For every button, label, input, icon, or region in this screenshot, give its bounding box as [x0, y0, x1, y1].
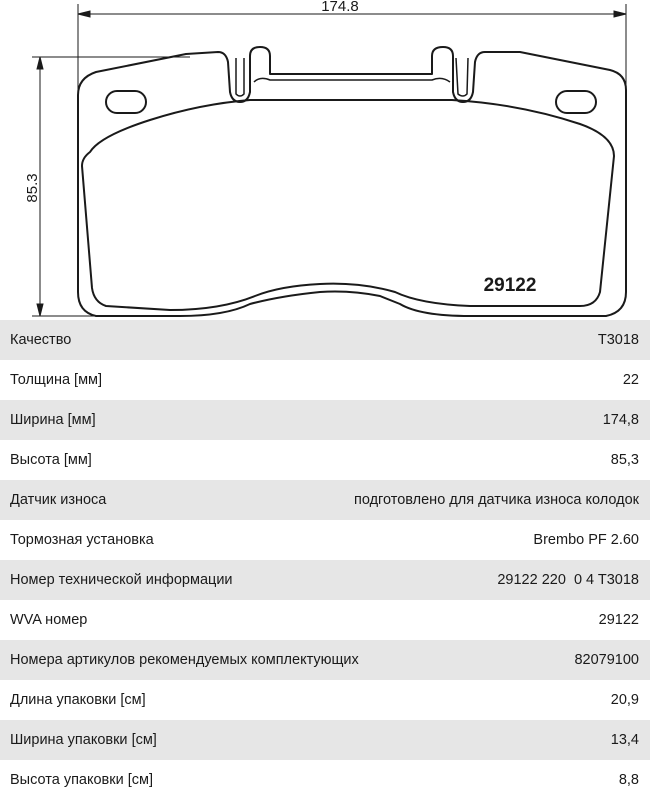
- spec-row-package-height: [0, 760, 650, 800]
- spec-value: 29122: [598, 612, 639, 628]
- height-dimension-label: 85.3: [24, 173, 41, 203]
- width-dimension-label: 174.8: [321, 0, 359, 15]
- spec-value: 85,3: [610, 452, 639, 468]
- spec-label: Ширина [мм]: [10, 412, 96, 428]
- spec-label: Тормозная установка: [10, 532, 154, 548]
- spec-row-wear-sensor: [0, 480, 650, 520]
- spec-label: Качество: [10, 332, 72, 348]
- spec-row-tech-info-number: [0, 560, 650, 600]
- spec-label: Датчик износа: [10, 492, 107, 508]
- spec-value: 8,8: [618, 772, 639, 788]
- height-dimension: [32, 57, 190, 316]
- spec-row-width: [0, 400, 650, 440]
- brake-pad-drawing: [0, 0, 650, 320]
- spec-value: Brembo PF 2.60: [533, 532, 639, 548]
- spec-row-wva-number: [0, 600, 650, 640]
- spec-row-package-width: [0, 720, 650, 760]
- spec-value: подготовлено для датчика износа колодок: [353, 492, 639, 508]
- spec-table: [0, 320, 650, 800]
- spec-row-height: [0, 440, 650, 480]
- spec-row-quality: [0, 320, 650, 360]
- spec-value: 13,4: [610, 732, 639, 748]
- part-number-label: 29122: [483, 275, 537, 296]
- spec-row-brake-system: [0, 520, 650, 560]
- mounting-hole-right: [556, 91, 596, 113]
- spec-value: 20,9: [610, 692, 639, 708]
- backing-plate-outline: [78, 47, 626, 316]
- spec-label: Номер технической информации: [10, 572, 233, 588]
- spec-label: Длина упаковки [см]: [10, 692, 146, 708]
- spec-label: Ширина упаковки [см]: [10, 732, 157, 748]
- spec-value: T3018: [597, 332, 639, 348]
- technical-drawing-svg: [0, 0, 650, 320]
- spec-row-package-length: [0, 680, 650, 720]
- width-dimension: [78, 4, 626, 120]
- spec-label: Номера артикулов рекомендуемых комплектующих: [10, 652, 359, 668]
- spec-value: 22: [622, 372, 639, 388]
- spec-label: Толщина [мм]: [10, 372, 103, 388]
- spec-value: 29122 220 0 4 T3018: [497, 572, 639, 588]
- spec-label: Высота [мм]: [10, 452, 92, 468]
- spec-row-thickness: [0, 360, 650, 400]
- spec-label: WVA номер: [10, 612, 88, 628]
- spec-value: 82079100: [574, 652, 639, 668]
- spec-value: 174,8: [602, 412, 639, 428]
- spec-row-accessory-numbers: [0, 640, 650, 680]
- mounting-hole-left: [106, 91, 146, 113]
- spec-label: Высота упаковки [см]: [10, 772, 154, 788]
